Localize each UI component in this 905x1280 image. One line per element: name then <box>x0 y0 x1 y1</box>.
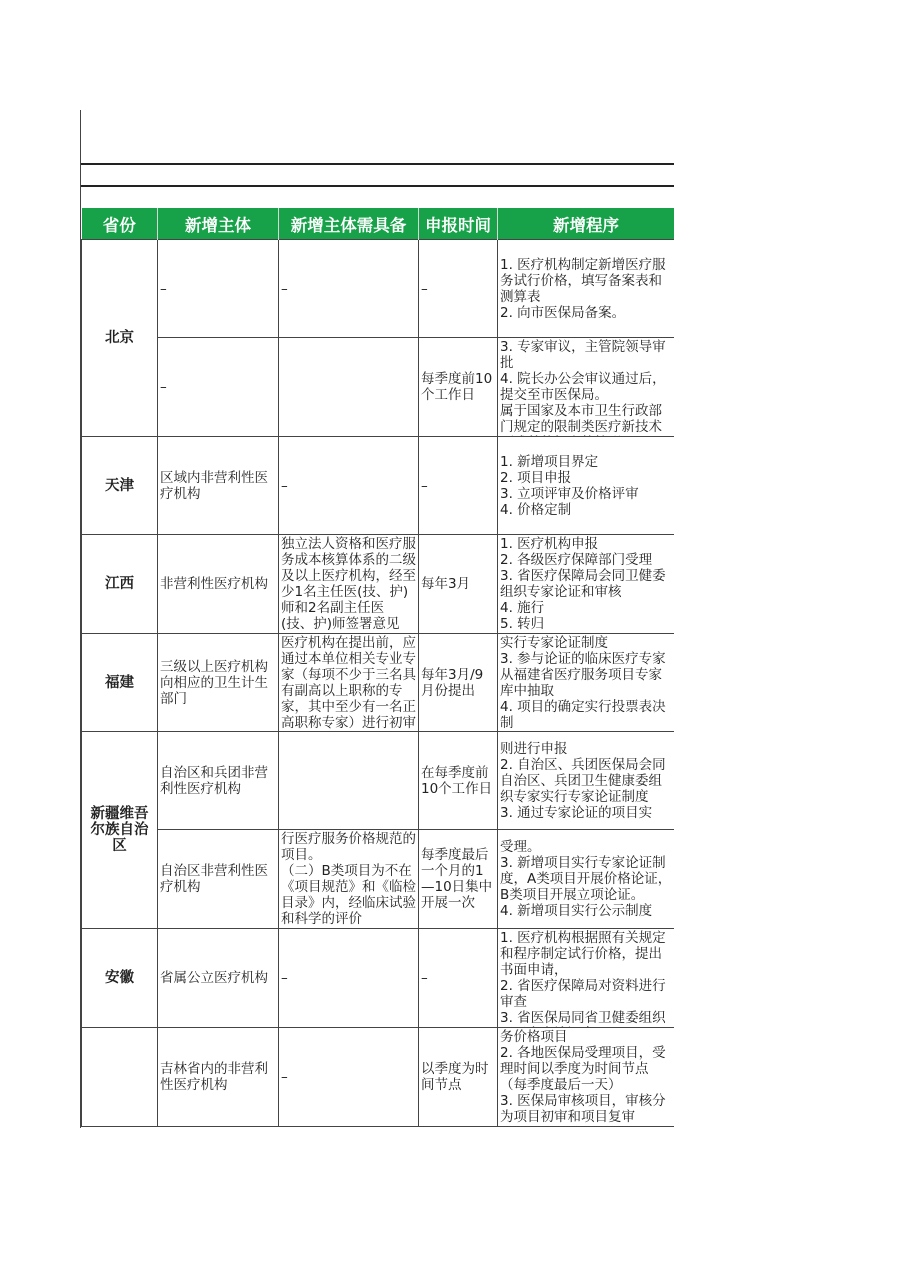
table-row <box>82 338 675 437</box>
subject-cell: 三级以上医疗机构向相应的卫生计生部门 <box>158 634 279 732</box>
subject-cell: 自治区非营利性医疗机构 <box>158 830 279 929</box>
procedure-cell <box>498 240 675 338</box>
requirement-text: 医疗机构在提出前，应通过本单位相关专业专家（每项不少于三名具有副高以上职称的专家，其中至少有一名正高职称专家）进行初审 <box>281 634 416 731</box>
time-cell: 每季度最后一个月的1—10日集中开展一次 <box>419 830 498 929</box>
table-row <box>82 437 675 535</box>
procedure-line: 4. 院长办公会审议通过后，提交至市医保局。 <box>500 370 666 403</box>
procedure-line: 4. 项目的确定实行投票表决制 <box>500 698 666 731</box>
table-row <box>82 634 675 732</box>
province-cell: 江西 <box>82 535 158 634</box>
header-procedure: 新增程序 <box>498 208 675 240</box>
procedure-line: 1. 新增项目界定 <box>500 453 599 470</box>
procedure-line: 务价格项目 <box>500 1029 568 1045</box>
province-cell: 福建 <box>82 634 158 732</box>
time-cell: 每季度前10个工作日 <box>419 338 498 437</box>
requirement-cell <box>279 634 419 732</box>
requirement-cell <box>279 338 419 437</box>
procedure-line: 3. 省医疗保障局会同卫健委组织专家论证和审核 <box>500 568 666 600</box>
procedure-line: 3. 参与论证的临床医疗专家从福建省医疗服务项目专家库中抽取 <box>500 650 666 699</box>
procedure-line: 3. 医保局审核项目，审核分为项目初审和项目复审 <box>500 1093 666 1125</box>
province-cell <box>82 1028 158 1127</box>
header-row <box>82 208 675 240</box>
time-cell: – <box>419 240 498 338</box>
procedure-line: 4. 新增项目实行公示制度 <box>500 903 653 919</box>
procedure-line: 5. 转归 <box>500 616 545 632</box>
table-row <box>82 732 675 830</box>
time-cell: 每年3月 <box>419 535 498 634</box>
requirement-text: 独立法人资格和医疗服务成本核算体系的二级及以上医疗机构，经至少1名主任医(技、护)师和2名副主任医(技、护)师签署意见 <box>281 536 416 632</box>
procedure-line: 4. 施行 <box>500 600 545 616</box>
header-subject: 新增主体 <box>158 208 279 240</box>
procedure-line: 属于国家及本市卫生行政部门规定的限制类医疗新技术 <box>500 402 662 435</box>
procedure-line: 2. 向市医保局备案。 <box>500 304 626 321</box>
province-cell: 新疆维吾尔族自治区 <box>82 732 158 929</box>
table-row <box>82 830 675 929</box>
subject-cell: 自治区和兵团非营利性医疗机构 <box>158 732 279 830</box>
time-cell: 以季度为时间节点 <box>419 1028 498 1127</box>
procedure-line: 2. 项目申报 <box>500 469 572 486</box>
requirement-cell: – <box>279 240 419 338</box>
table-row <box>82 535 675 634</box>
requirement-text: 行医疗服务价格规范的项目。 （二）B类项目为不在《项目规范》和《临检目录》内，经临床试验和科学的评价 <box>281 831 416 927</box>
procedure-cell <box>498 338 675 437</box>
subtitle-row-rule <box>81 185 674 187</box>
procedure-line: 2. 自治区、兵团医保局会同自治区、兵团卫生健康委组织专家实行专家论证制度 <box>500 756 666 805</box>
procedure-line: 3. 通过专家论证的项目实 <box>500 804 653 821</box>
subject-cell: 非营利性医疗机构 <box>158 535 279 634</box>
procedure-line: 3. 省医保局同省卫健委组织 <box>500 1009 666 1026</box>
procedure-cell <box>498 634 675 732</box>
time-cell: – <box>419 437 498 535</box>
time-cell: 每年3月/9月份提出 <box>419 634 498 732</box>
subject-cell: – <box>158 338 279 437</box>
procedure-line: 则进行申报 <box>500 740 568 757</box>
procedure-cell <box>498 535 675 634</box>
table-row <box>82 929 675 1028</box>
province-cell: 天津 <box>82 437 158 535</box>
procedure-line: 2. 各级医疗保障部门受理 <box>500 552 653 568</box>
procedure-line: 1. 医疗机构申报 <box>500 536 599 552</box>
requirement-cell: – <box>279 437 419 535</box>
requirement-cell: – <box>279 929 419 1028</box>
requirement-cell: – <box>279 1028 419 1127</box>
subject-cell: 省属公立医疗机构 <box>158 929 279 1028</box>
province-cell: 北京 <box>82 240 158 437</box>
procedure-cell <box>498 732 675 830</box>
requirement-cell <box>279 535 419 634</box>
procedure-line: 2. 省医疗保障局对资料进行审查 <box>500 977 666 1010</box>
procedure-line: 4. 价格定制 <box>500 501 572 518</box>
policy-table <box>81 208 674 1127</box>
subject-cell: – <box>158 240 279 338</box>
spreadsheet-table-area <box>81 208 674 1128</box>
subject-cell: 吉林省内的非营利性医疗机构 <box>158 1028 279 1127</box>
table-row <box>82 1028 675 1127</box>
subject-cell: 区域内非营利性医疗机构 <box>158 437 279 535</box>
requirement-cell <box>279 732 419 830</box>
title-row-rule <box>81 163 674 165</box>
procedure-cell <box>498 437 675 535</box>
procedure-line: 受理。 <box>500 839 541 855</box>
procedure-cell <box>498 929 675 1028</box>
procedure-line: 1. 医疗机构制定新增医疗服务试行价格，填写备案表和测算表 <box>500 256 666 305</box>
procedure-cell <box>498 830 675 929</box>
province-cell: 安徽 <box>82 929 158 1028</box>
time-cell: – <box>419 929 498 1028</box>
time-cell: 在每季度前10个工作日 <box>419 732 498 830</box>
procedure-cell <box>498 1028 675 1127</box>
procedure-line: 实行专家论证制度 <box>500 634 608 651</box>
procedure-line: 3. 新增项目实行专家论证制度，A类项目开展价格论证，B类项目开展立项论证。 <box>500 855 672 903</box>
header-requirement: 新增主体需具备 <box>279 208 419 240</box>
header-province: 省份 <box>82 208 158 240</box>
requirement-cell <box>279 830 419 929</box>
table-row <box>82 240 675 338</box>
header-time: 申报时间 <box>419 208 498 240</box>
procedure-line: 3. 立项评审及价格评审 <box>500 485 639 502</box>
procedure-line: 2. 各地医保局受理项目，受理时间以季度为时间节点（每季度最后一天） <box>500 1045 666 1093</box>
procedure-line: 3. 专家审议，主管院领导审批 <box>500 338 666 371</box>
procedure-line: 1. 医疗机构根据照有关规定和程序制定试行价格，提出书面申请， <box>500 929 666 978</box>
